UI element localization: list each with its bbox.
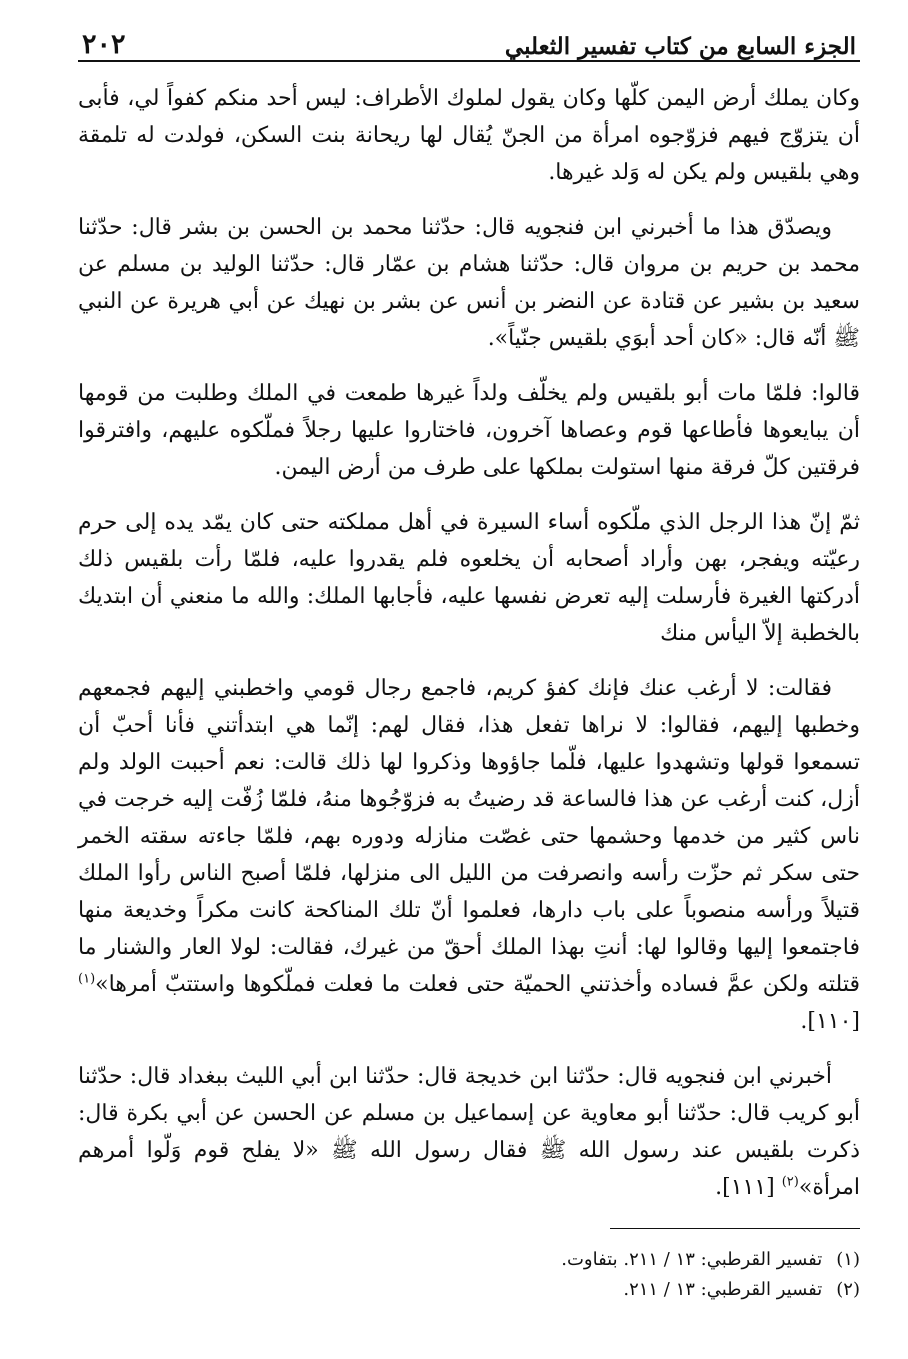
running-title: الجزء السابع من كتاب تفسير الثعلبي bbox=[504, 33, 856, 60]
footnote-divider bbox=[610, 1228, 860, 1229]
footnote-1-number: (١) bbox=[836, 1249, 860, 1270]
footnote-ref-2: (٢) bbox=[781, 1174, 799, 1190]
book-page bbox=[78, 18, 860, 1305]
page-header bbox=[78, 18, 860, 62]
paragraph-1: وكان يملك أرض اليمن كلّها وكان يقول لملوك الأطراف: ليس أحد منكم كفواً لي، فأبى أن يتزوّج فيهم فزوّجوه امرأة من الجنّ يُقال لها ريحانة بنت السكن، فولدت له تلمقة وهي بلقيس ولم يكن له وَلد غيرها. bbox=[78, 86, 860, 185]
footnote-2-text: تفسير القرطبي: ١٣ / ٢١١. bbox=[623, 1279, 823, 1300]
footnote-1 bbox=[78, 1245, 860, 1275]
hadith-number-110: [١١٠]. bbox=[800, 1009, 860, 1034]
paragraph-3: قالوا: فلمّا مات أبو بلقيس ولم يخلّف ولداً غيرها طمعت في الملك وطلبت من قومها أن يبايعوها فأطاعها قوم وعصاها آخرون، فاختاروا عليها رجلاً فملّكوه عليهم، وافترقوا فرقتين كلّ فرقة منها استولت بملكها على طرف من أرض اليمن. bbox=[78, 381, 860, 480]
footnote-2-number: (٢) bbox=[836, 1279, 860, 1300]
paragraph-5 bbox=[78, 670, 860, 1040]
hadith-number-111: [١١١]. bbox=[715, 1175, 782, 1200]
paragraph-6-text: أخبرني ابن فنجويه قال: حدّثنا ابن خديجة قال: حدّثنا ابن أبي الليث ببغداد قال: حدّثنا أبو كريب قال: حدّثنا أبو معاوية عن إسماعيل بن مسلم عن الحسن عن أبي بكرة قال: ذكرت بلقيس عند رسول الله ﷺ فقال رسول الله ﷺ «لا يفلح قوم وَلّوا أمرهم امرأة» bbox=[78, 1064, 860, 1200]
footnote-2 bbox=[78, 1275, 860, 1305]
paragraph-4: ثمّ إنّ هذا الرجل الذي ملّكوه أساء السيرة في أهل مملكته حتى كان يمّد يده إلى حرم رعيّته ويفجر، بهن وأراد أصحابه أن يخلعوه فلم يقدروا عليه، فلمّا رأت بلقيس ذلك أدركتها الغيرة فأرسلت إليه تعرض نفسها عليه، فأجابها الملك: والله ما منعني أن ابتديك بالخطبة إلاّ اليأس منك bbox=[78, 510, 860, 646]
page-body bbox=[78, 80, 860, 1206]
footnote-ref-1: (١) bbox=[78, 971, 96, 987]
paragraph-6 bbox=[78, 1058, 860, 1206]
paragraph-5-text: فقالت: لا أرغب عنك فإنك كفؤ كريم، فاجمع رجال قومي واخطبني إليهم فجمعهم وخطبها إليهم، فقالوا: لا نراها تفعل هذا، فقال لهم: إنّما هي ابتدأتني فأنا أحبّ أن تسمعوا قولها وتشهدوا عليها، فلّما جاؤوها وذكروا لها ذلك قالت: نعم أحببت الولد ولم أزل، كنت أرغب عن هذا فالساعة قد رضيتُ به فزوّجُوها منهُ، فلمّا زُفّت إليه خرجت في ناس كثير من خدمها وحشمها حتى غصّت منازله ودوره بهم، فلمّا جاءته سقته الخمر حتى سكر ثم حزّت رأسه وانصرفت من الليل الى منزلها، فلمّا أصبح الناس رأوا الملك قتيلاً ورأسه منصوباً على باب دارها، فعلموا أنّ تلك المناكحة كانت مكراً وخديعة منها فاجتمعوا إليها وقالوا لها: أنتِ بهذا الملك أحقّ من غيرك، فقالت: لولا العار والشنار ما قتلته ولكن عمَّ فساده وأخذتني الحميّة حتى فعلت ما فعلت فملّكوها واستتبّ أمرها» bbox=[78, 676, 860, 997]
footnotes bbox=[78, 1245, 860, 1305]
page-number: ٢٠٢ bbox=[82, 29, 126, 60]
footnote-1-text: تفسير القرطبي: ١٣ / ٢١١. بتفاوت. bbox=[561, 1249, 823, 1270]
paragraph-2: ويصدّق هذا ما أخبرني ابن فنجويه قال: حدّثنا محمد بن الحسن بن بشر قال: حدّثنا محمد بن حريم بن مروان قال: حدّثنا هشام بن عمّار قال: حدّثنا الوليد بن مسلم عن سعيد بن بشير عن قتادة عن النضر بن أنس عن بشر بن نهيك عن أبي هريرة عن النبي ﷺ أنّه قال: «كان أحد أبوَي بلقيس جنّياً». bbox=[78, 215, 860, 351]
